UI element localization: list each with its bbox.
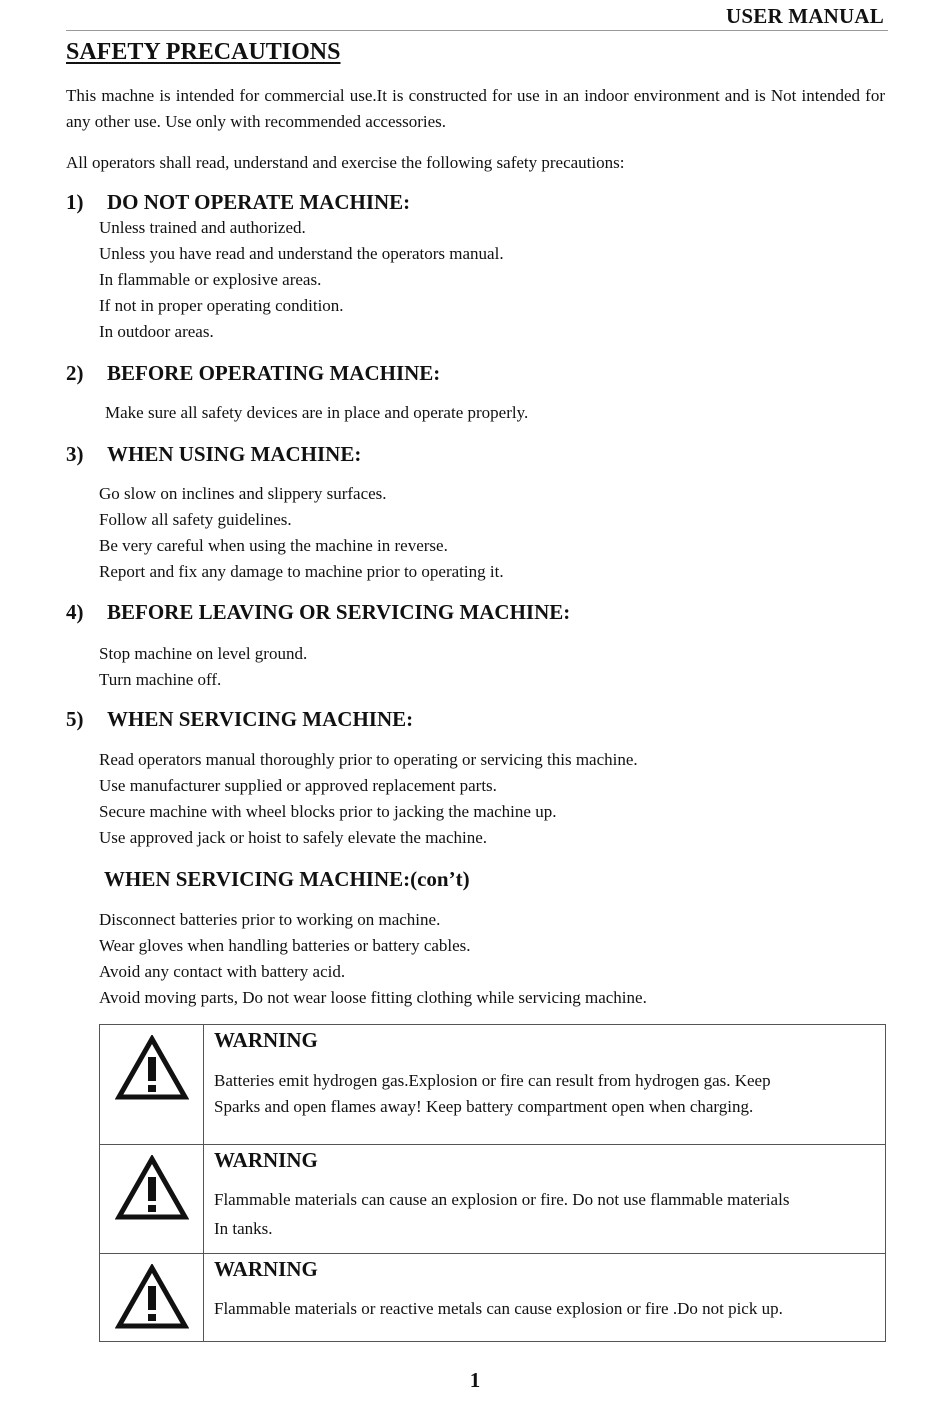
list-item: Secure machine with wheel blocks prior to jacking the machine up. — [99, 802, 557, 821]
warning-icon-cell — [100, 1025, 204, 1145]
section-do-not-operate — [66, 188, 896, 345]
warning-icon-cell — [100, 1145, 204, 1254]
warning-body — [214, 1068, 875, 1120]
warning-body — [214, 1185, 875, 1243]
list-item: If not in proper operating condition. — [99, 296, 344, 315]
list-item: Unless trained and authorized. — [99, 218, 306, 237]
warning-triangle-icon — [115, 1035, 189, 1101]
list-item: Unless you have read and understand the operators manual. — [99, 244, 504, 263]
list-item: Avoid any contact with battery acid. — [99, 962, 346, 981]
section-title: DO NOT OPERATE MACHINE: — [107, 190, 411, 214]
continued-list — [99, 907, 647, 1011]
section-when-servicing — [66, 705, 896, 851]
warning-title: WARNING — [214, 1148, 318, 1172]
section-number: 3) — [66, 442, 84, 466]
warning-line: In tanks. — [214, 1219, 273, 1238]
warning-row — [100, 1025, 886, 1145]
warning-line: Flammable materials or reactive metals can cause explosion or fire .Do not pick up. — [214, 1299, 783, 1318]
list-item: Be very careful when using the machine in reverse. — [99, 536, 448, 555]
warning-triangle-icon — [115, 1264, 189, 1330]
section-heading-continued: WHEN SERVICING MACHINE:(con’t) — [104, 867, 470, 891]
list-item: Use manufacturer supplied or approved replacement parts. — [99, 776, 497, 795]
warnings-table — [99, 1024, 886, 1342]
warning-icon-cell — [100, 1254, 204, 1342]
header-divider — [66, 30, 888, 31]
section-number: 2) — [66, 361, 84, 385]
warning-triangle-icon — [115, 1155, 189, 1221]
list-item: Disconnect batteries prior to working on machine. — [99, 910, 441, 929]
page-title: SAFETY PRECAUTIONS — [66, 39, 341, 65]
warning-text-cell — [204, 1025, 886, 1145]
section-number: 1) — [66, 190, 84, 214]
intro-paragraph-2: All operators shall read, understand and exercise the following safety precautions: — [66, 153, 625, 172]
list-item: Use approved jack or hoist to safely elevate the machine. — [99, 828, 488, 847]
warning-text-cell — [204, 1254, 886, 1342]
warning-text-cell — [204, 1145, 886, 1254]
list-item: Go slow on inclines and slippery surfaces. — [99, 484, 387, 503]
list-item: Make sure all safety devices are in place and operate properly. — [105, 403, 529, 422]
section-heading — [66, 188, 896, 216]
intro-paragraph-1: This machne is intended for commercial use.It is constructed for use in an indoor environment and is Not intended for any other use. Use only with recommended accessories. — [66, 86, 885, 131]
section-heading — [66, 598, 896, 626]
section-before-leaving — [66, 598, 896, 693]
section-heading — [66, 359, 896, 387]
warning-line: Flammable materials can cause an explosion or fire. Do not use flammable materials — [214, 1190, 790, 1209]
section-number: 4) — [66, 600, 84, 624]
section-heading — [66, 440, 896, 468]
page-number: 1 — [469, 1368, 481, 1392]
section-title: WHEN SERVICING MACHINE: — [107, 707, 414, 731]
section-before-operating — [66, 359, 896, 426]
warning-line: Sparks and open flames away! Keep battery compartment open when charging. — [214, 1097, 754, 1116]
section-heading — [66, 705, 896, 733]
section-title: WHEN USING MACHINE: — [107, 442, 362, 466]
warning-body — [214, 1296, 875, 1322]
warning-title: WARNING — [214, 1257, 318, 1281]
list-item: Avoid moving parts, Do not wear loose fitting clothing while servicing machine. — [99, 988, 647, 1007]
section-number: 5) — [66, 707, 84, 731]
list-item: Wear gloves when handling batteries or battery cables. — [99, 936, 471, 955]
list-item: Read operators manual thoroughly prior to operating or servicing this machine. — [99, 750, 638, 769]
warning-title: WARNING — [214, 1028, 318, 1052]
list-item: Follow all safety guidelines. — [99, 510, 292, 529]
section-title: BEFORE OPERATING MACHINE: — [107, 361, 441, 385]
list-item: In flammable or explosive areas. — [99, 270, 322, 289]
list-item: In outdoor areas. — [99, 322, 214, 341]
header-title: USER MANUAL — [726, 4, 884, 28]
section-title: BEFORE LEAVING OR SERVICING MACHINE: — [107, 600, 571, 624]
list-item: Turn machine off. — [99, 670, 222, 689]
list-item: Stop machine on level ground. — [99, 644, 308, 663]
warning-line: Batteries emit hydrogen gas.Explosion or fire can result from hydrogen gas. Keep — [214, 1071, 771, 1090]
section-when-using — [66, 440, 896, 585]
warning-row — [100, 1145, 886, 1254]
list-item: Report and fix any damage to machine prior to operating it. — [99, 562, 504, 581]
warning-row — [100, 1254, 886, 1342]
